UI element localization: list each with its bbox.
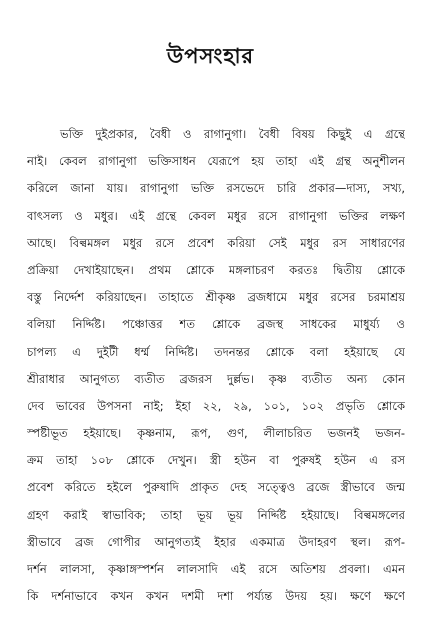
- chapter-title: উপসংহার: [166, 44, 255, 68]
- text-line: দর্শন লালসা, কৃষ্ণাঙ্গস্পর্শন লালসাদি এই রসে অতিশয় প্রবলা। এমন: [27, 562, 405, 576]
- text-line: ক্রম তাহা ১০৮ শ্লোকে দেখুন। স্ত্রী হউন বা পুরুষই হউন এ রস: [27, 453, 405, 468]
- text-line: কি দর্শনাভাবে কখন কখন দশমী দশা পর্য্যন্ত উদয় হয়। ক্ষণে ক্ষণে: [27, 589, 405, 604]
- text-line: নাই। কেবল রাগানুগা ভক্তিসাধন যেরূপে হয় তাহা এই গ্রন্থ অনুশীলন: [27, 154, 405, 169]
- text-line: স্ত্রীভাবে ব্রজ গোপীর আনুগত্যই ইহার একমাত্র উদাহরণ স্থল। রূপ-: [27, 534, 405, 549]
- text-line: গ্রহণ করাই স্বাভাবিক; তাহা ভূয় ভূয় নির্দ্দিষ্ট হইয়াছে। বিল্বমঙ্গলের: [27, 507, 405, 522]
- text-line: দেব ভাবের উপসনা নাই; ইহা ২২, ২৯, ১০১, ১০২ প্রভৃতি শ্লোকে: [27, 398, 405, 413]
- text-line: প্রক্রিয়া দেখাইয়াছেন। প্রথম শ্লোকে মঙ্গলাচরণ করতঃ দ্বিতীয় শ্লোকে: [27, 262, 405, 277]
- text-line: ভক্তি দুইপ্রকার, বৈধী ও রাগানুগা। বৈধী বিষয় কিছুই এ গ্রন্থে: [60, 127, 405, 141]
- text-line: প্রবেশ করিতে হইলে পুরুষাদি প্রাকৃত দেহ সত্ত্বেও ব্রজে স্ত্রীভাবে জন্ম: [27, 480, 405, 495]
- text-line: করিলে জানা যায়। রাগানুগা ভক্তি রসভেদে চারি প্রকার—দাস্য, সখ্য,: [27, 181, 405, 196]
- text-line: বস্তু নির্দ্দেশ করিয়াছেন। তাহাতে শ্রীকৃষ্ণ ব্রজধামে মধুর রসের চরমাশ্রয়: [27, 290, 405, 305]
- text-line: বাৎসল্য ও মধুর। এই গ্রন্থে কেবল মধুর রসে রাগানুগা ভক্তির লক্ষণ: [27, 208, 405, 223]
- text-line: আছে। বিল্বমঙ্গল মধুর রসে প্রবেশ করিয়া সেই মধুর রস সাধারণের: [27, 235, 405, 250]
- text-line: স্পষ্টীভূত হইয়াছে। কৃষ্ণনাম, রূপ, গুণ, লীলাচরিত ভজনই ভজন-: [27, 426, 405, 441]
- text-line: বলিয়া নির্দ্দিষ্ট। পঞ্চোত্তর শত শ্লোকে ব্রজস্থ সাধকের মাধুর্য্য ও: [27, 317, 405, 332]
- text-line: শ্রীরাধার আনুগত্য ব্যতীত ব্রজরস দুর্ল্লভ। কৃষ্ণ ব্যতীত অন্য কোন: [27, 371, 405, 386]
- text-line: চাপল্য এ দুইটী ধর্ম্ম নির্দ্দিষ্ট। তদনন্তর শ্লোকে বলা হইয়াছে যে: [27, 344, 405, 359]
- chapter-body: [27, 121, 405, 610]
